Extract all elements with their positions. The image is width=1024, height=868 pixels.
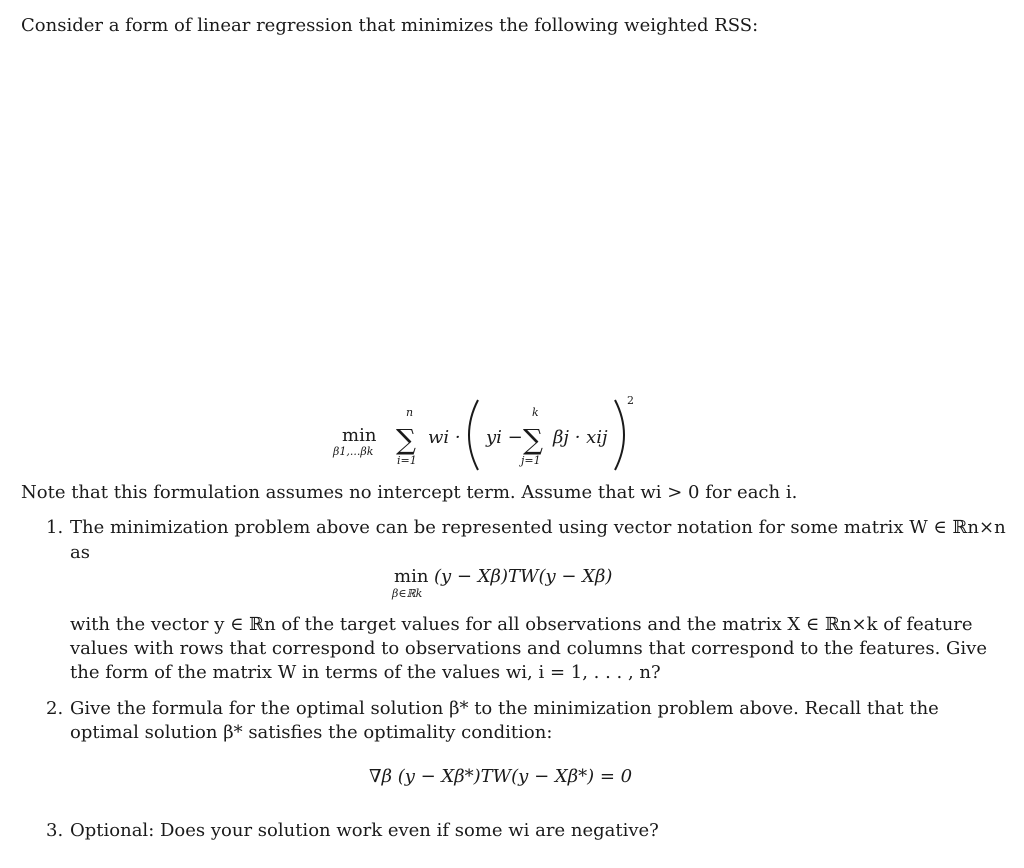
vector-objective: (y − Xβ)TW(y − Xβ)	[434, 566, 613, 587]
item-3-line-1: Optional: Does your solution work even if some wi are negative?	[70, 820, 659, 841]
sum1-upper: n	[406, 406, 414, 419]
item-2-line-2: optimal solution β* satisfies the optimality condition:	[70, 722, 553, 743]
item-1-after-line-3: the form of the matrix W in terms of the values wi, i = 1, . . . , n?	[70, 662, 661, 683]
item-1-after-line-2: values with rows that correspond to observations and columns that correspond to the features. Give	[70, 638, 987, 659]
right-paren	[615, 400, 624, 470]
item-1-after-line-1: with the vector y ∈ ℝn of the target values for all observations and the matrix X ∈ ℝn×k of feature	[70, 614, 973, 635]
min-subscript: β1,...βk	[333, 445, 374, 458]
min-operator: min	[342, 425, 377, 446]
item-1-line-1: The minimization problem above can be represented using vector notation for some matrix W ∈ ℝn×n	[70, 517, 1006, 538]
intro-text: Consider a form of linear regression that minimizes the following weighted RSS:	[21, 15, 759, 36]
optimality-condition-equation	[365, 760, 665, 794]
sum2-lower: j=1	[521, 454, 541, 467]
item-number-3: 3.	[46, 820, 64, 841]
item-2-line-1: Give the formula for the optimal solution β* to the minimization problem above. Recall that the	[70, 698, 939, 719]
sum1-symbol: ∑	[396, 423, 416, 456]
power-two: 2	[627, 394, 634, 407]
beta-x-term: βj · xij	[553, 427, 608, 448]
min-subscript-2: β∈ℝk	[392, 587, 423, 600]
vector-equation	[390, 562, 650, 602]
item-1-line-2: as	[70, 542, 90, 563]
item-number-1: 1.	[46, 517, 64, 538]
gradient-condition: ∇β (y − Xβ*)TW(y − Xβ*) = 0	[369, 766, 633, 787]
left-paren	[469, 400, 478, 470]
target-term: yi −	[486, 427, 523, 448]
weighted-rss-equation	[330, 388, 660, 473]
sum1-lower: i=1	[397, 454, 417, 467]
sum2-symbol: ∑	[523, 423, 543, 456]
item-number-2: 2.	[46, 698, 64, 719]
min-operator-2: min	[394, 566, 429, 587]
sum2-upper: k	[532, 406, 539, 419]
weight-term: wi ·	[428, 427, 461, 448]
note-text: Note that this formulation assumes no intercept term. Assume that wi > 0 for each i.	[21, 482, 798, 503]
